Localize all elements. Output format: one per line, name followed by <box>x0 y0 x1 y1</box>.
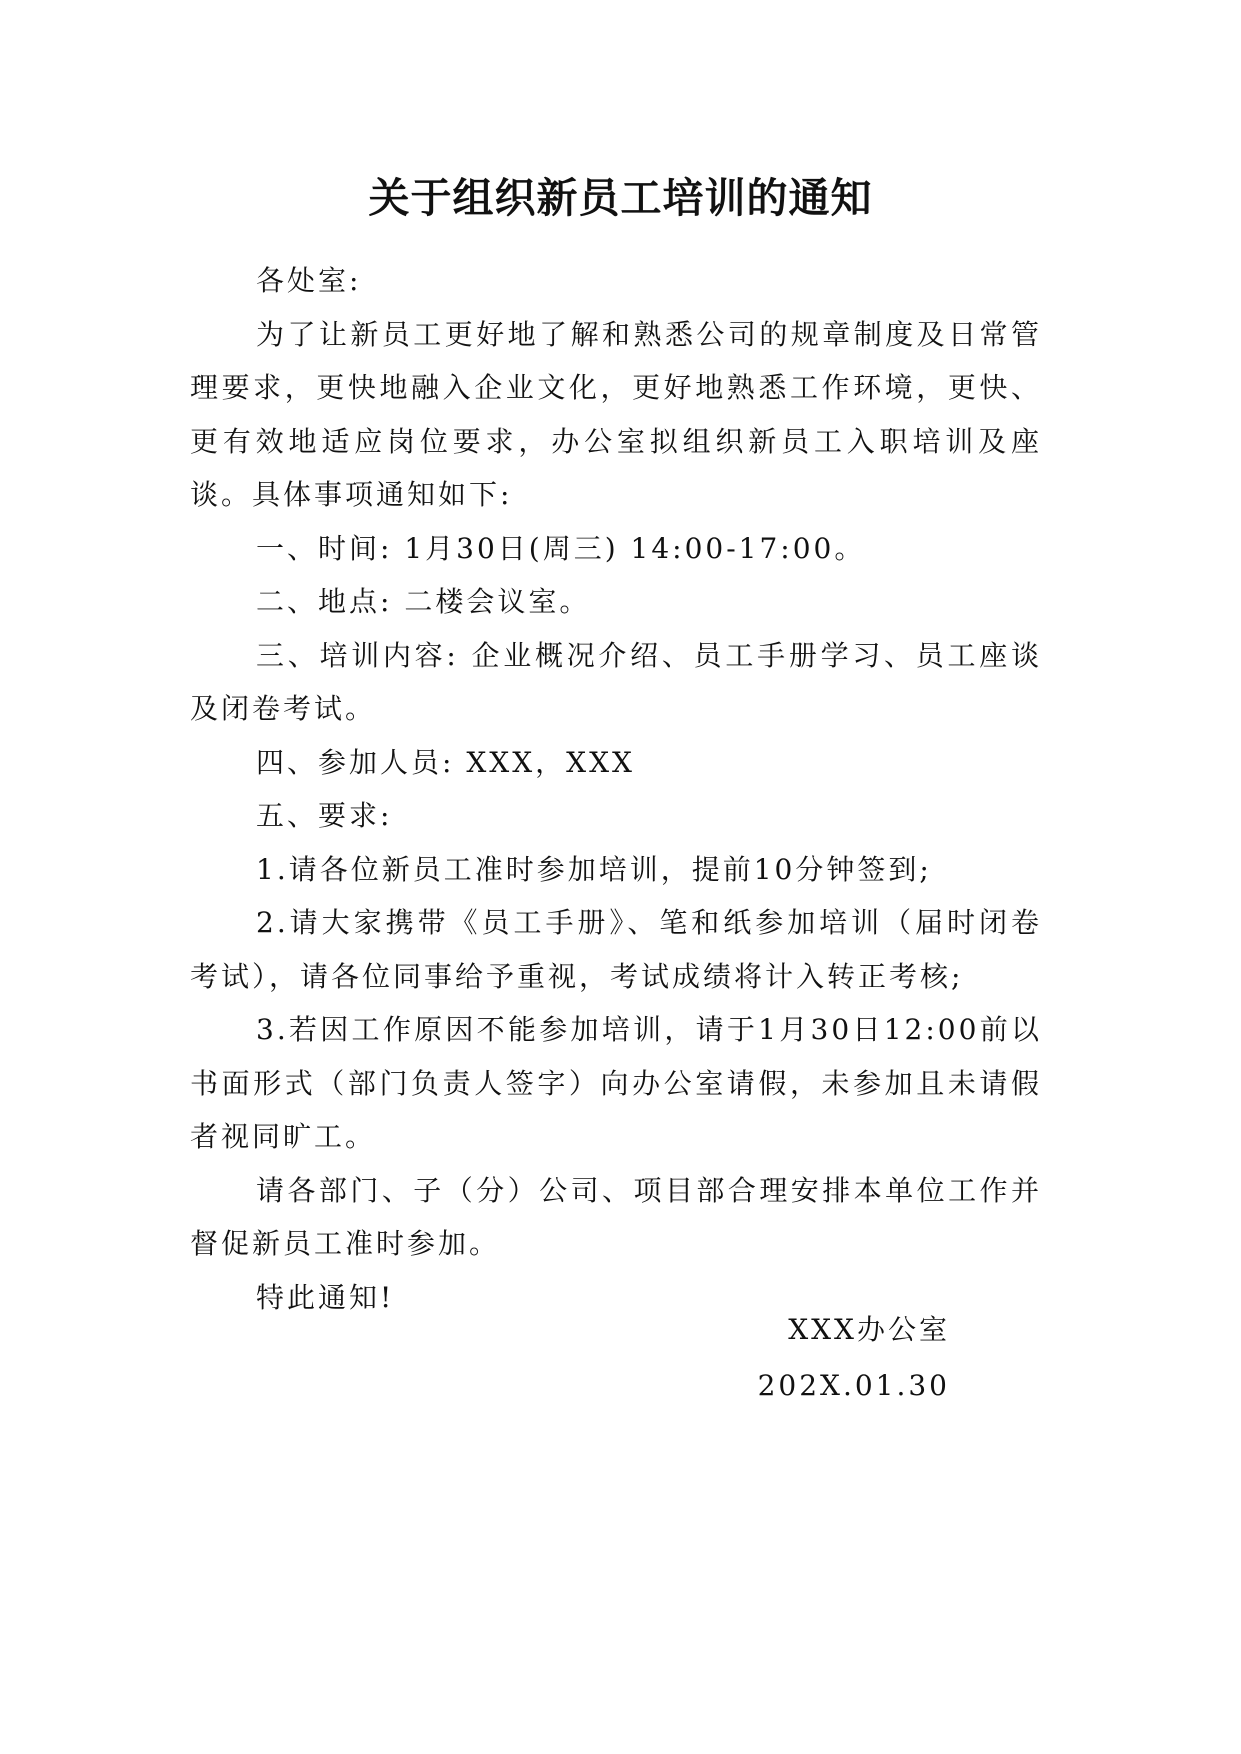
salutation: 各处室: <box>256 264 362 297</box>
requirement-1: 1.请各位新员工准时参加培训，提前10分钟签到; <box>256 852 932 886</box>
item-location: 二、地点: 二楼会议室。 <box>256 585 591 618</box>
intro-paragraph: 为了让新员工更好地了解和熟悉公司的规章制度及日常管理要求，更快地融入企业文化，更好地熟悉工作环境，更快、更有效地适应岗位要求，办公室拟组织新员工入职培训及座谈。具体事项通知如下: <box>190 317 1042 511</box>
notice-title: 关于组织新员工培训的通知 <box>368 174 873 222</box>
requirement-3: 3.若因工作原因不能参加培训，请于1月30日12:00前以书面形式（部门负责人签字）向办公室请假，未参加且未请假者视同旷工。 <box>190 1013 1042 1153</box>
requirement-2: 2.请大家携带《员工手册》、笔和纸参加培训（届时闭卷考试），请各位同事给予重视，考试成绩将计入转正考核; <box>190 906 1042 993</box>
notice-body <box>190 254 1042 1324</box>
signature-block <box>740 1302 950 1414</box>
item-participants: 四、参加人员: XXX，XXX <box>256 745 635 779</box>
closing-remark: 特此通知! <box>256 1280 395 1314</box>
closing-paragraph: 请各部门、子（分）公司、项目部合理安排本单位工作并督促新员工准时参加。 <box>190 1173 1042 1260</box>
signature-office: XXX办公室 <box>788 1313 950 1346</box>
item-time: 一、时间: 1月30日(周三) 14:00-17:00。 <box>256 531 866 565</box>
item-content: 三、培训内容: 企业概况介绍、员工手册学习、员工座谈及闭卷考试。 <box>190 638 1042 725</box>
signature-date: 202X.01.30 <box>757 1369 950 1402</box>
item-requirements: 五、要求: <box>256 799 393 832</box>
